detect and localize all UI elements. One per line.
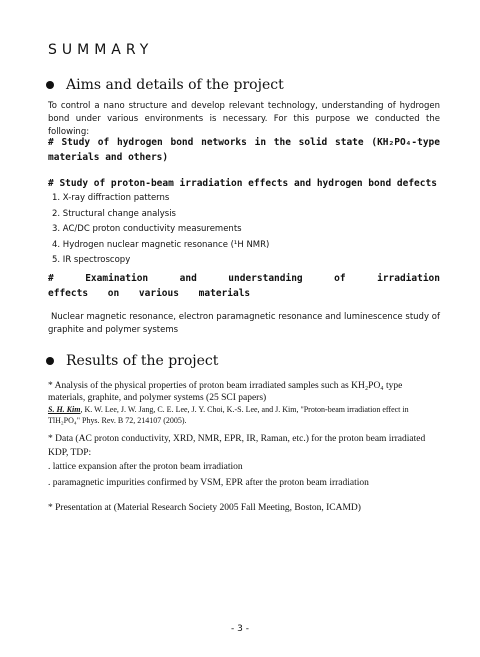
list-item: 3. AC/DC proton conductivity measurements (52, 224, 242, 234)
data-line: * Data (AC proton conductivity, XRD, NMR, EPR, IR, Raman, etc.) for the proton beam irradiated KDP, TDP: (48, 434, 426, 458)
data-item: . lattice expansion after the proton beam irradiation (48, 462, 243, 472)
analysis-text: * Analysis of the physical properties of proton beam irradiated samples such as KH₂PO₄ type materials, graphite, and polymer systems (25 SCI papers) (48, 381, 403, 403)
study-hydrogen-bond: # Study of hydrogen bond networks in the solid state (KH₂PO₄-type materials and others) (48, 137, 440, 163)
bullet-icon (46, 357, 54, 365)
list-item: 1. X-ray diffraction patterns (52, 193, 170, 203)
bullet-icon (46, 81, 54, 89)
results-analysis (48, 380, 440, 426)
reference-author: S. H. Kim (48, 405, 81, 414)
results-heading-text: Results of the project (66, 353, 219, 369)
aims-heading (46, 77, 284, 93)
results-data (48, 432, 440, 490)
page-title: SUMMARY (48, 42, 154, 58)
page-number: - 3 - (231, 624, 249, 634)
aims-intro: To control a nano structure and develop relevant technology, understanding of hydrogen bond under various environments is necessary. For this purpose we conducted the following: (48, 101, 440, 137)
study-irradiation-text: Nuclear magnetic resonance, electron paramagnetic resonance and luminescence study of graphite and polymer systems (48, 312, 440, 335)
study-proton-beam: # Study of proton-beam irradiation effects and hydrogen bond defects (48, 178, 437, 189)
aims-heading-text: Aims and details of the project (66, 77, 284, 93)
list-item: 2. Structural change analysis (52, 208, 176, 219)
results-presentation: * Presentation at (Material Research Society 2005 Fall Meeting, Boston, ICAMD) (48, 503, 361, 513)
study-irradiation-effects: # Examination and understanding of irradiation effects on various materials (48, 273, 440, 299)
data-item: . paramagnetic impurities confirmed by VSM, EPR after the proton beam irradiation (48, 478, 369, 488)
study-items-list (52, 191, 269, 269)
list-item: 5. IR spectroscopy (52, 255, 131, 265)
reference (48, 404, 440, 426)
results-heading (46, 353, 218, 369)
reference-rest: , K. W. Lee, J. W. Jang, C. E. Lee, J. Y. Choi, K.-S. Lee, and J. Kim, "Proton-beam irradiation effect in TlH₂PO₄" Phys. Rev. B 72, 214107 (2005). (48, 405, 409, 425)
list-item: 4. Hydrogen nuclear magnetic resonance (¹H NMR) (52, 239, 270, 250)
